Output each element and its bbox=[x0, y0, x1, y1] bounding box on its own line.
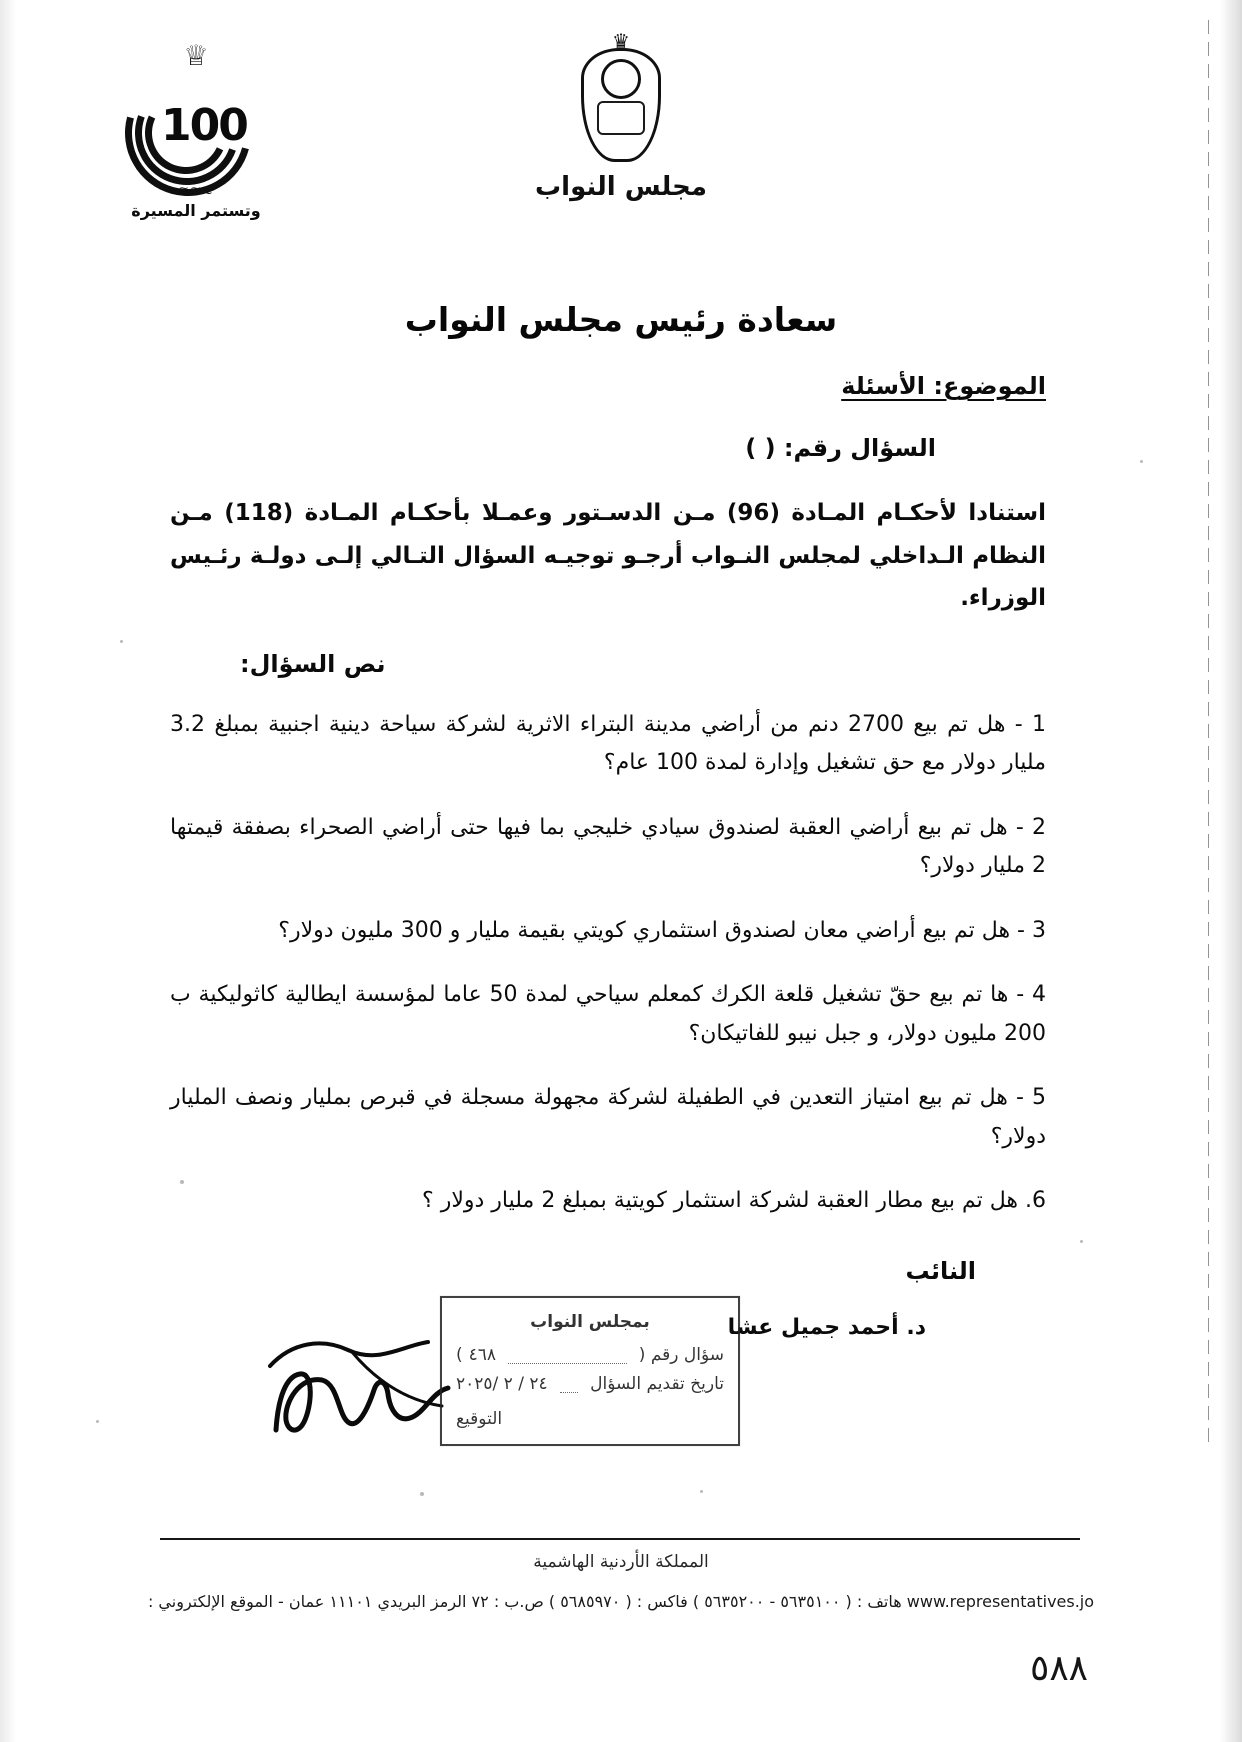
signer-title: النائب bbox=[905, 1256, 976, 1285]
footer-website: www.representatives.jo bbox=[906, 1592, 1095, 1611]
subject-label: الموضوع: الأسئلة bbox=[841, 372, 1046, 400]
stamp-date-label: تاريخ تقديم السؤال bbox=[590, 1373, 724, 1394]
stamp-signature-label: التوقيع bbox=[456, 1408, 503, 1429]
page-title: سعادة رئيس مجلس النواب bbox=[404, 300, 838, 339]
parliament-logo bbox=[0, 29, 1242, 202]
list-item: 2 - هل تم بيع أراضي العقبة لصندوق سيادي خليجي بما فيها حتى أراضي الصحراء بصفقة قيمتها 2 مليار دولار؟ bbox=[170, 814, 1046, 879]
centennial-number: 100 bbox=[161, 100, 247, 151]
footer-kingdom-line: المملكة الأردنية الهاشمية bbox=[533, 1552, 709, 1572]
question-number-label: السؤال رقم: ( ) bbox=[745, 434, 936, 462]
stamp-question-number-close: ) bbox=[456, 1344, 463, 1365]
scan-shadow-left bbox=[0, 0, 22, 1742]
footer-contact-text: هاتف : ( ٥٦٣٥١٠٠ - ٥٦٣٥٢٠٠ ) فاكس : ( ٥٦٨٥٩٧٠ ) ص.ب : ٧٢ الرمز البريدي ١١١٠١ عمان - الموقع الإلكتروني : bbox=[147, 1592, 902, 1611]
preamble-text: استنادا لأحكـام المـادة (96) مـن الدسـتور وعمـلا بأحكـام المـادة (118) مـن النظام الـداخلي لمجلس النـواب أرجـو توجيـه السؤال التـالي إلـى دولـة رئـيس الوزراء. bbox=[170, 500, 1046, 612]
list-item: 1 - هل تم بيع 2700 دنم من أراضي مدينة البتراء الاثرية لشركة سياحة دينية اجنبية بمبلغ 3.2 مليار دولار مع حق تشغيل وإدارة لمدة 100 عام؟ bbox=[170, 711, 1047, 776]
jordan-coat-of-arms-icon bbox=[581, 29, 661, 162]
footer-contact bbox=[0, 1592, 1242, 1611]
stamp-date-value: ٢٤ / ٢ /٢٠٢٥ bbox=[456, 1373, 548, 1394]
list-item: 3 - هل تم بيع أراضي معان لصندوق استثماري كويتي بقيمة مليار و 300 مليون دولار؟ bbox=[278, 917, 1046, 943]
office-stamp bbox=[440, 1296, 740, 1446]
footer-divider bbox=[160, 1538, 1080, 1540]
questions-heading: نص السؤال: bbox=[240, 649, 386, 678]
crest-crown-icon: ♛ bbox=[612, 29, 630, 53]
scan-artifact-line bbox=[1208, 20, 1209, 1450]
crown-icon: ♕ bbox=[183, 39, 209, 72]
centennial-caption: وتستمر المسيرة bbox=[131, 201, 261, 220]
stamp-question-number-value: ٤٦٨ bbox=[468, 1344, 497, 1365]
list-item: 4 - ها تم بيع حقّ تشغيل قلعة الكرك كمعلم سياحي لمدة 50 عاما لمؤسسة ايطالية كاثوليكية ب 200 مليون دولار، و جبل نيبو للفاتيكان؟ bbox=[170, 982, 1046, 1046]
signer-name: د. أحمد جميل عشا bbox=[727, 1314, 926, 1340]
stamp-header: بمجلس النواب bbox=[530, 1312, 650, 1332]
page-number: ٥٨٨ bbox=[1030, 1648, 1089, 1689]
list-item: 5 - هل تم بيع امتياز التعدين في الطفيلة لشركة مجهولة مسجلة في قبرص بمليار ونصف المليار دولار؟ bbox=[170, 1085, 1046, 1149]
decorative-flourish-icon: ≋≋≋ bbox=[178, 184, 214, 199]
document-body bbox=[170, 372, 1046, 1340]
council-name: مجلس النواب bbox=[535, 172, 707, 202]
list-item: 6. هل تم بيع مطار العقبة لشركة استثمار كويتية بمبلغ 2 مليار دولار ؟ bbox=[422, 1188, 1046, 1214]
scan-shadow-right bbox=[1216, 0, 1242, 1742]
stamp-question-number-label: سؤال رقم ( bbox=[638, 1344, 724, 1365]
